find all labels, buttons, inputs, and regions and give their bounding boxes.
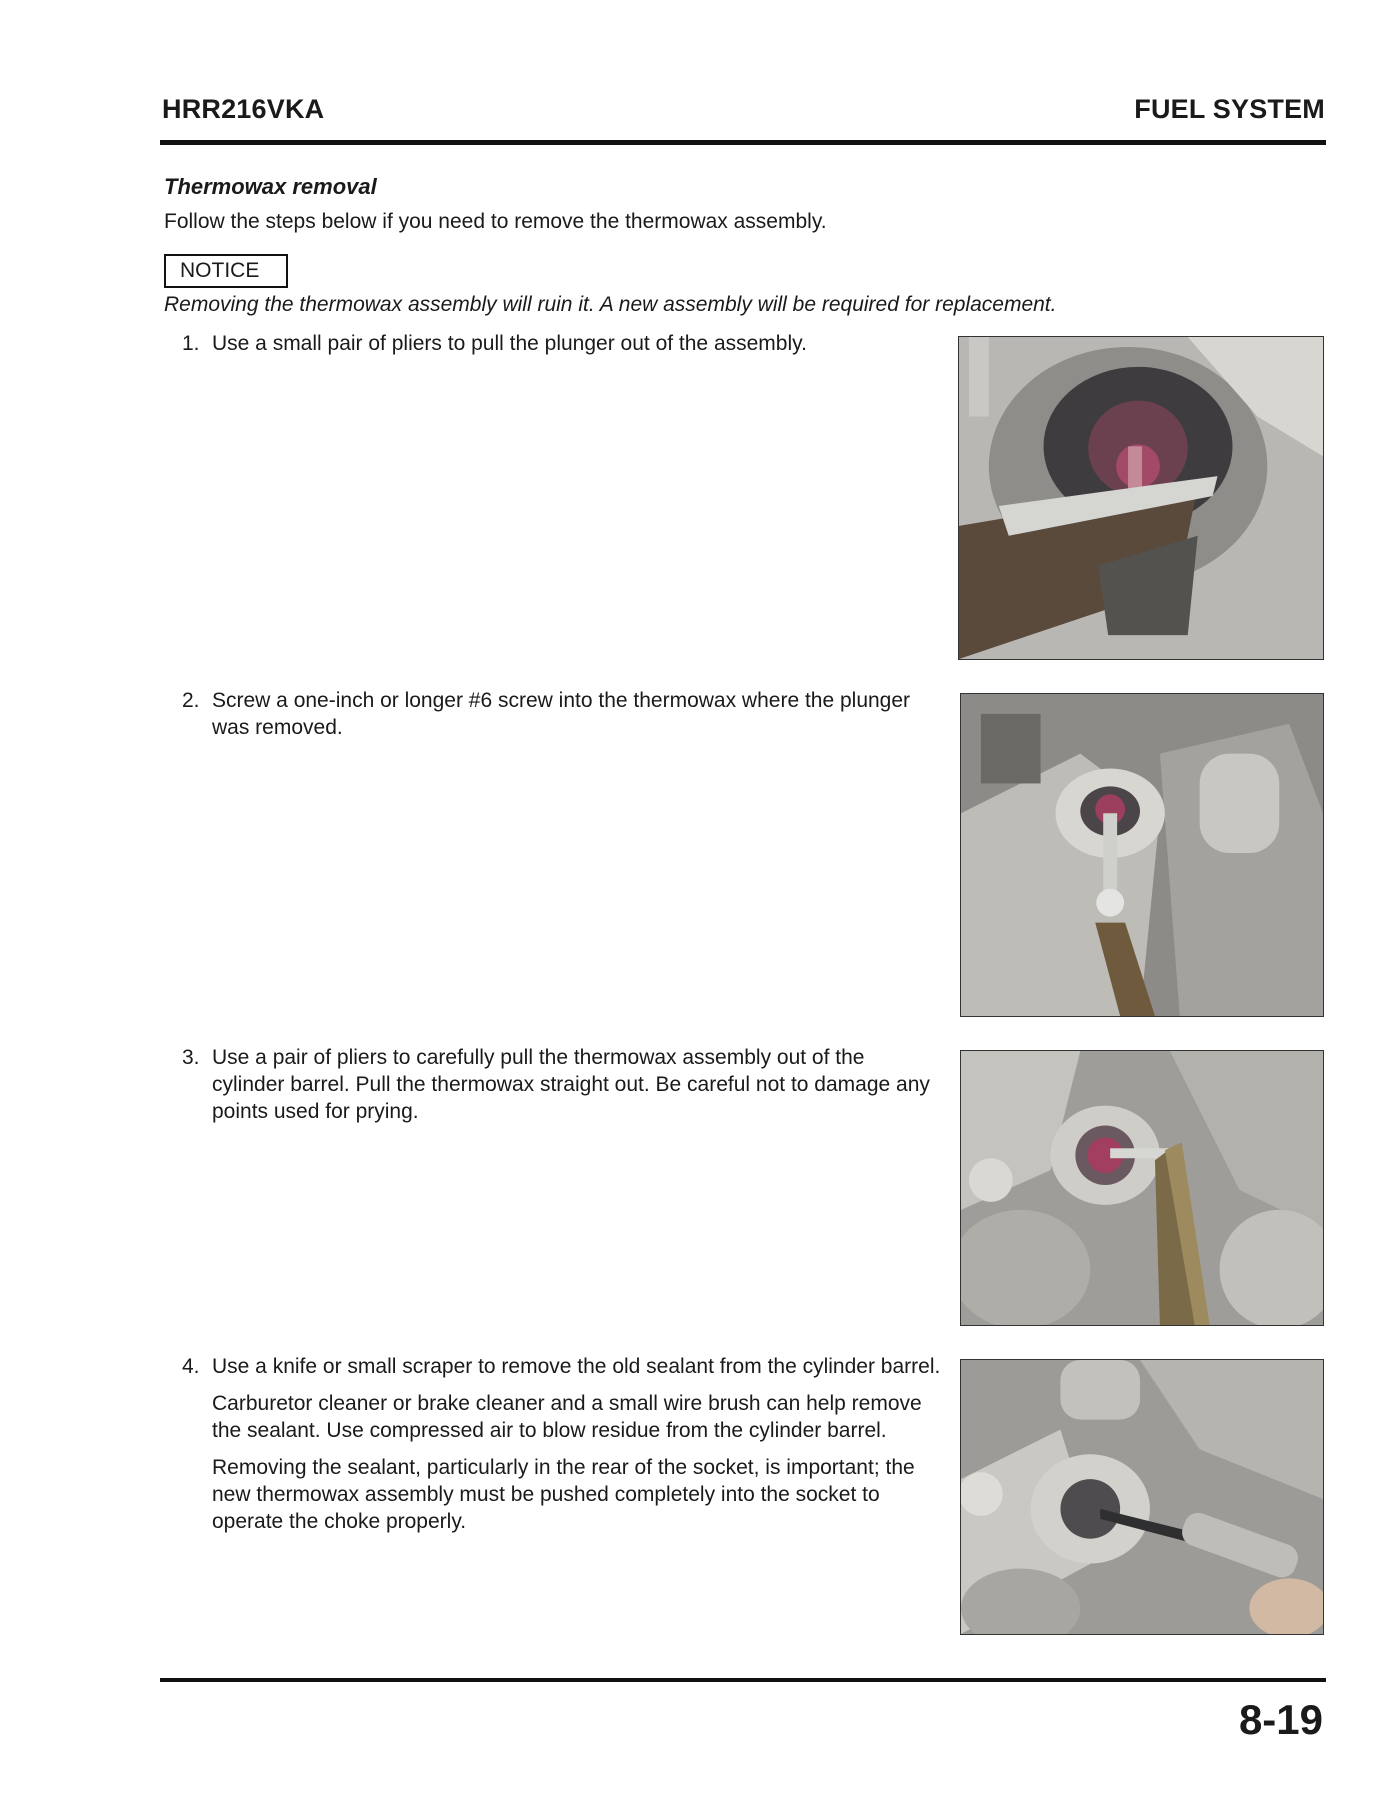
step-text: Screw a one-inch or longer #6 screw into the thermowax where the plunger was removed. <box>212 689 911 739</box>
step-text: Use a small pair of pliers to pull the plunger out of the assembly. <box>212 332 807 355</box>
step-4 <box>182 1353 942 1545</box>
step-3 <box>182 1044 942 1135</box>
step-text: Removing the sealant, particularly in the rear of the socket, is important; the new thermowax assembly must be pushed completely into the socket to operate the choke properly. <box>212 1456 915 1533</box>
notice-badge: NOTICE <box>164 254 288 288</box>
photo-pull-thermowax <box>960 1050 1324 1326</box>
step-1 <box>182 330 942 367</box>
intro-text: Follow the steps below if you need to remove the thermowax assembly. <box>164 210 827 233</box>
section-title: FUEL SYSTEM <box>1134 94 1325 124</box>
step-text: Use a pair of pliers to carefully pull the thermowax assembly out of the cylinder barrel. Pull the thermowax straight out. Be careful not to damage any points used for prying. <box>212 1046 930 1123</box>
photo-scraper-sealant <box>960 1359 1324 1635</box>
step-2 <box>182 687 942 751</box>
footer-divider <box>160 1678 1326 1682</box>
step-number: 2. <box>182 689 200 712</box>
model-name: HRR216VKA <box>162 94 325 124</box>
step-text: Use a knife or small scraper to remove the old sealant from the cylinder barrel. <box>212 1355 941 1378</box>
subsection-title: Thermowax removal <box>164 174 377 199</box>
header-divider <box>160 140 1326 145</box>
step-number: 4. <box>182 1355 200 1378</box>
photo-screw-thermowax <box>960 693 1324 1017</box>
photo-pliers-plunger <box>958 336 1324 660</box>
step-number: 1. <box>182 332 200 355</box>
notice-text: Removing the thermowax assembly will ruin it. A new assembly will be required for replacement. <box>164 293 1057 316</box>
page-header <box>162 94 1325 134</box>
page-number: 8-19 <box>1238 1696 1323 1743</box>
step-number: 3. <box>182 1046 200 1069</box>
step-text: Carburetor cleaner or brake cleaner and a small wire brush can help remove the sealant. Use compressed air to blow residue from the cylinder barrel. <box>212 1392 922 1442</box>
